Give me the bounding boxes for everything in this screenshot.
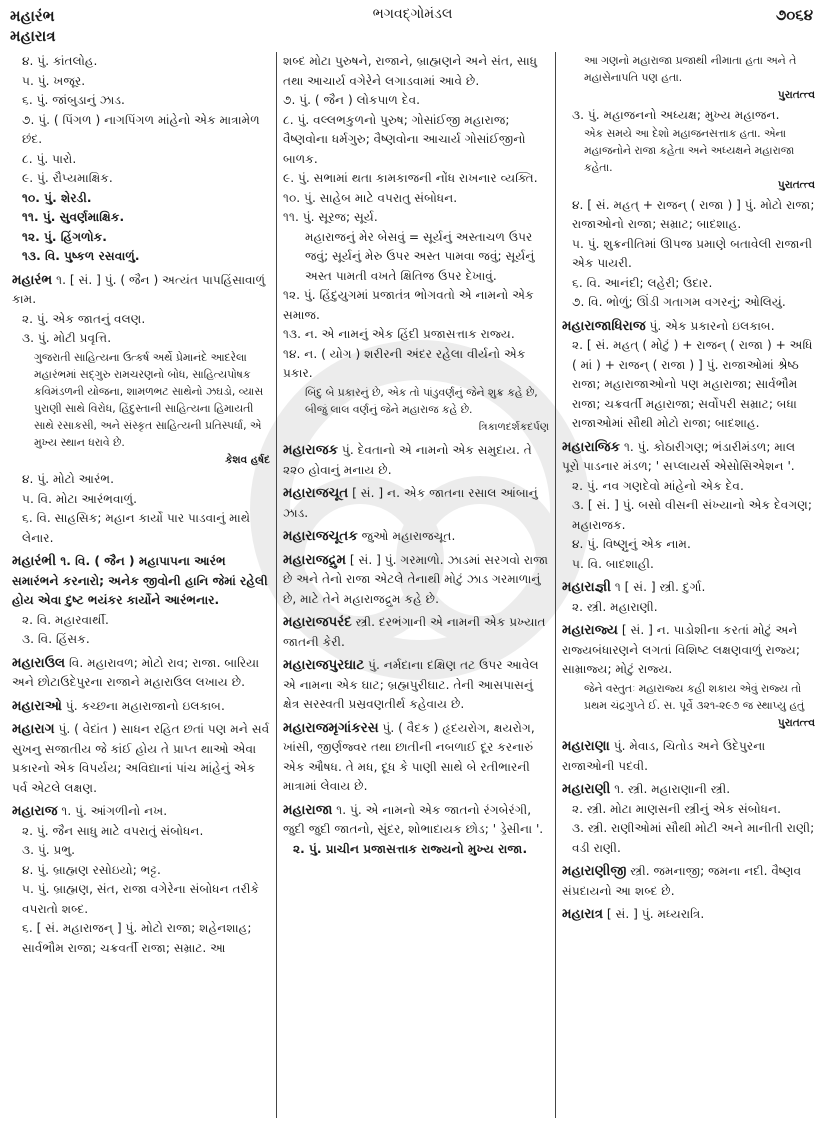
entry-maharajchut [283,484,549,523]
definition: પું. નર્મદાના દક્ષિણ તટ ઉપર આવેલ એ નામના એક ઘાટ; બ્રહ્મપુરીઘાટ. તેની આસપાસનું ક્ષેત્ર સરસ્વતી પ્રસ્રવણતીર્થ કહેવાય છે. [283,658,539,711]
entry-maharajpurghat [283,656,549,715]
entry-maharajak [283,441,549,480]
entry-maharaj [12,802,270,958]
sense: ૮. પું. વલ્લભકુળનો પુરુષ; ગોસાંઈજી મહારાજ; વૈષ્ણવોના ધર્મગુરુ; વૈષ્ણવોના આચાર્ય ગોસાંઈજીનો બાળક. [283,112,526,166]
sense: ૩. વિ. હિંસક. [22,632,90,646]
entry-maharaniji [562,862,815,901]
entry-maharambhi [12,552,270,650]
entry-maharana [562,737,815,776]
definition: ૧. વિ. ( જૈન ) મહાપાપના આરંભ સમારંભને કરનારો; અનેક જીવોની હાનિ જેમાં રહેલી હોય એવા દુષ્ટ ભયંકર કાર્યોને આરંભનાર. [12,554,268,607]
sense: ૭. વિ. ભોળું; ઊંડી ગતાગમ વગરનું; ઓલિયું. [572,295,786,309]
continued-text: શબ્દ મોટા પુરુષને, રાજાને, બ્રાહ્મણને અને સંત, સાધુ તથા આચાર્ય વગેરેને લગાડવામાં આવે છે. [283,54,538,88]
sense: ૩. [ સં. ] પું. બસો વીસની સંખ્યાનો એક દેવગણ; મહારાજક. [572,498,812,532]
sense: ૫. વિ. મોટા આરંભવાળું. [22,491,137,506]
sense: ૩. પું. મોટી પ્રવૃત્તિ. [22,331,112,345]
sense: ૨. સ્ત્રી. મોટા માણસની સ્ત્રીનું એક સંબોધન. [572,801,782,816]
definition: સ્ત્રી. જમનાજી; જમના નદી. વૈષ્ણવ સંપ્રદાયનો આ શબ્દ છે. [562,864,802,898]
dictionary-title: ભગવદ્ગોમંડલ [372,6,453,22]
entry-maharajya [562,621,815,733]
sense: ૩. સ્ત્રી. રાણીઓમાં સૌથી મોટી અને માનીતી રાણી; વડી રાણી. [572,821,815,855]
definition: પું. કચ્છના મહારાજાનો ઇલકાબ. [65,698,225,713]
headword: મહારાગ [12,721,55,737]
idiom: મહારાજનું મેર બેસવું = સૂર્યનું અસ્તાચળ ઉપર જવું; સૂર્યનું મેરુ ઉપર અસ્ત પામવા જવું; સૂર્યનું અસ્ત પામતી વખતે ક્ષિતિજ ઉપર દેખાવું. [305,229,535,283]
headword: મહારાજ [12,803,58,819]
definition: ૧. પું. એ નામનો એક જાતનો રંગબેરંગી, જુદી જુદી જાતનો, સુંદર, શોભાદાયક છોડ; ' ડ્રેસીના '. [283,802,544,836]
headword: મહારાજપુરઘાટ [283,657,365,673]
sense: ૧૦. પું. સાહેબ માટે વપરાતુ સંબોધન. [283,190,458,205]
sense: ૧૧. પું. સૂરજ; સૂર્ય. [283,210,378,224]
headword: મહારાજા [283,801,333,818]
sense: ૧૦. પું. શેરડી. [22,190,92,205]
definition: પું. દેવતાનો એ નામનો એક સમુદાય. તે ૨૨૦ હોવાનું મનાય છે. [283,443,532,477]
sense: ૭. પું. ( જૈન ) લોકપાળ દેવ. [283,93,421,107]
sense: ૪. પું. કાંતલોહ. [22,54,98,68]
sense: ૨. [ સં. મહત્ ( મોટું ) + રાજન્ ( રાજા ) + અધિ ( માં ) + રાજન્ ( રાજા ) ] પું. રાજાઓમાં શ્રેષ્ઠ રાજા; મહારાજાઓનો પણ મહારાજા; સાર્વભૌમ રાજા; ચક્રવર્તી મહારાજા; સર્વોપરી સમ્રાટ; બધા રાજાઓમાં સૌથી મોટો રાજા; બાદશાહ. [572,338,813,430]
sense: ૧૧. પું. સુવર્ણમાક્ષિક. [22,210,125,224]
sense: ૪. પું. વિષ્ણુનું એક નામ. [572,537,691,551]
entry-maharajmrugankras [283,719,549,797]
entry-maharajadhiraj [562,317,815,434]
entry-maharajik [562,438,815,575]
sense: ૮. પું. પારો. [22,151,77,166]
entry-maharambh [12,271,270,549]
citation-source: પુરાતત્ત્વ [777,716,815,729]
headword: મહારાજપરંદ [283,614,352,630]
entry-maharaul [12,654,270,693]
dictionary-columns [6,52,821,1118]
sense: ૬. વિ. આનંદી; લહેરી; ઉદાર. [572,275,713,290]
entry-maharaja-continued [562,52,815,313]
sense: ૨. સ્ત્રી. મહારાણી. [572,599,658,614]
entry-maharaj-continued [283,52,549,437]
sense: ૧૩. ન. એ નામનું એક હિંદી પ્રજાસત્તાક રાજ્ય. [283,327,515,341]
headword: મહારાજચૂત [283,485,349,501]
headword: મહારાજિક [562,438,621,455]
sense: ૨. પું. નવ ગણદેવો માંહેનો એક દેવ. [572,478,744,493]
citation-quote: જેને વસ્તુતઃ મહારાજ્ય કહી શકાય એવું રાજ્ય તો પ્રથમ ચંદ્રગુપ્તે ઈ. સ. પૂર્વે ૩૨૧-૨૯૭ જ સ્થાપ્યુ હતું [584,681,805,712]
sense: ૧૨. પું. હિંગળોક. [22,229,107,244]
headword: મહારંભી [12,553,57,569]
sense: ૬. વિ. સાહસિક; મહાન કાર્યો પાર પાડવાનું માથે લેનાર. [22,511,251,545]
sense: ૫. વિ. બાદશાહી. [572,556,654,571]
sense: ૬. [ સં. મહારાજન્ ] પું. મોટો રાજા; શહેનશાહ; સાર્વભૌમ રાજા; ચક્રવર્તી રાજા; સમ્રાટ. આ [22,921,252,955]
sense: ૯. પું. રૌપ્યમાક્ષિક. [22,171,113,185]
headword: મહારાઓ [12,697,62,714]
headword: મહારાણી [562,781,611,797]
definition: ૧. સ્ત્રી. મહારાણાની સ્ત્રી. [614,782,731,796]
headword: મહારાજ્ઞી [562,579,611,595]
headword: મહારંભ [12,271,53,288]
definition: ૧. [ સં. ] પું. ( જૈન ) અત્યંત પાપહિંસાવાળું કામ. [12,272,266,306]
definition: [ સં. ] પું. ગરમાળો. ઝાડમાં સરગવો રાજા છે અને તેનો રાજા એટલે તેનાથી મોટું ઝાડ ગરમાળાનું છે, માટે તેને મહારાજદ્રુમ કહે છે. [283,552,549,606]
definition: [ સં. ] ન. એક જાતના રસાલ આંબાનું ઝાડ. [283,486,538,520]
entry-maharani [562,780,815,858]
sense: ૨. પું. જૈન સાધુ માટે વપરાતું સંબોધન. [22,823,204,838]
definition: પું. મેવાડ, ચિતોડ અને ઉદેપુરના રાજાઓની પદવી. [562,739,766,773]
citation-quote: બિંદુ બે પ્રકારનું છે, એક તો પાંડુવર્ણનું જેને શુક્ર કહે છે, બીજું લાલ વર્ણનું જેને મહારાજ કહે છે. [305,385,538,416]
headword: મહારાણીજી [562,863,627,879]
sense: ૩. પું. પ્રભુ. [22,843,76,857]
column-3 [556,52,821,1118]
definition: પું. ( વૈદક ) હૃદયરોગ, ક્ષયરોગ, ખાંસી, જીર્ણજ્વર તથા છાતીની નબળાઈ દૂર કરનારું એક ઔષધ. તે મધ, દૂધ કે પાણી સાથે બે રતીભારની માત્રામાં લેવાય છે. [283,720,535,793]
citation-source: પુરાતત્ત્વ [777,179,815,191]
headword: મહારાજ્ય [562,622,618,638]
page-header [0,0,825,44]
definition: [ સં. ] ન. પાડોશીના કરતાં મોટું અને રાજ્યબંધારણને લગતાં વિશિષ્ટ લક્ષણવાળું રાજ્ય; સામ્રાજ્ય; મોટું રાજ્ય. [562,623,800,676]
headword: મહારાજક [283,442,339,458]
entry-maharag [12,720,270,798]
definition: જુઓ મહારાજચૂત. [361,529,456,543]
definition: વિ. મહારાવળ; મોટો રાવ; રાજા. બારિયા અને છોટાઉદેપુરના રાજાને મહારાઉલ લખાય છે. [12,655,260,689]
sense: ૫. પું. બ્રાહ્મણ, સંત, રાજા વગેરેના સંબોધન તરીકે વપરાતો શબ્દ. [22,882,260,916]
definition: ૧ [ સં. ] સ્ત્રી. દુર્ગા. [614,580,706,594]
sense: ૭. પું. ( પિંગળ ) નાગપિંગળ માંહેનો એક માત્રામેળ છંદ. [22,112,260,146]
entry-continued [12,52,270,267]
citation-source: ત્રિકાળદર્શકદર્પણ [478,420,549,433]
headword: મહારાજાધિરાજ [562,317,646,334]
sense: ૧૪. ન. ( યોગ ) શરીરની અંદર રહેલા વીર્યનો એક પ્રકાર. [283,346,526,380]
entry-maharajni [562,578,815,617]
entry-maharao [12,697,270,717]
citation-source: કેશવ હર્ષદ [225,453,270,466]
headword: મહારાત્ર [562,906,604,922]
sense: ૨. પું. પ્રાચીન પ્રજાસત્તાક રાજ્યનો મુખ્ય રાજા. [293,841,528,856]
entry-maharajparand [283,613,549,652]
definition: [ સં. ] પું. મધ્યરાત્રિ. [606,907,705,921]
entry-maharaja [283,801,549,860]
definition: પું. એક પ્રકારનો ઇલકાબ. [649,318,775,333]
definition: પું. ( વેદાંત ) સાધન રહિત છતાં પણ મને સર્વ સુખનુ સજાતીય જે કાંઈ હોય તે પ્રાપ્ત થાઓ એવા પ્રકારનો એક વિપર્યય; અવિદ્યાનાં પાંચ માંહેનું એક પર્વ એટલે લક્ષણ. [12,722,270,795]
citation-quote: ગુજરાતી સાહિત્યના ઉત્કર્ષ અર્થે પ્રેમાનંદે આદરેલા મહારંભમાં સદ્ગુરુ રામચરણનો બોધ, સાહિત્યપોષક કવિમંડળની યોજના, શામળભટ સાથેનો ઝઘડો, વ્યાસ પુરાણી સાથે વિરોધ, હિંદુસ્તાની સાહિત્યના હિમાયતી સાથે રસાકસી, અને સંસ્કૃત સાહિત્યની પ્રતિસ્પર્ધા, એ મુખ્ય સ્થાન ધરાવે છે. [34,350,264,449]
column-1 [6,52,276,1118]
entry-maharajdrum [283,551,549,610]
guide-word-first: મહારંભ [10,7,55,25]
sense: ૧૩. વિ. પુષ્કળ રસવાળું. [22,249,140,263]
definition: સ્ત્રી. દરભંગાની એ નામની એક પ્રખ્યાત જાતની કેરી. [283,615,546,649]
sense: ૫. પું. શુક્રનીતિમાં ઊપજ પ્રમાણે બતાવેલી રાજાની એક પાયરી. [572,236,813,270]
headword: મહારાજદ્રુમ [283,551,347,568]
sense: ૬. પું. જાંબુડાનું ઝાડ. [22,93,125,107]
headword: મહારાજચૂતક [283,528,358,544]
headword: મહારાણા [562,738,610,754]
sense: ૨. પું. એક જાતનું વલણ. [22,311,146,326]
entry-maharatra [562,905,815,925]
definition: ૧. પું. આંગળીનો નખ. [61,804,168,818]
sense: ૪. પું. બ્રાહ્મણ રસોઇયો; ભટ્ટ. [22,862,161,877]
definition: ૧. પું. કોઠારીગણ; ભંડારીમંડળ; માલ પૂરો પાડનાર મંડળ; ' સપ્લાયર્સ એસોસિએશન '. [562,439,796,473]
guide-word-last: મહારાત્ર [10,27,56,45]
headword: મહારાજમૃગાંકરસ [283,719,379,736]
page-number: ૭૦૬૪ [775,6,813,24]
sense: ૧૨. પું. હિંદુયુગમાં પ્રજાતંત્ર ભોગવતો એ નામનો એક સમાજ. [283,288,534,322]
column-2 [276,52,556,1118]
citation-quote: એક સમયે આ દેશો મહાજનસત્તાક હતા. એના મહાજનોને રાજા કહેતા અને અધ્યક્ષને મહારાજા કહેતા. [584,127,795,174]
sense: ૪. [ સં. મહત્ + રાજન્ ( રાજા ) ] પું. મોટો રાજા; રાજાઓનો રાજા; સમ્રાટ; બાદશાહ. [572,197,815,231]
citation-quote: આ ગણનો મહારાજા પ્રજાથી નીમાતા હતા અને તે મહાસેનાપતિ પણ હતા. [584,54,797,84]
entry-maharajchutak [283,527,549,547]
headword: મહારાઉલ [12,654,66,671]
sense: ૩. પું. મહાજનનો અધ્યક્ષ; મુખ્ય મહાજન. [572,107,780,122]
sense: ૫. પું. ખજૂર. [22,73,86,88]
citation-source: પુરાતત્ત્વ [777,89,815,101]
sense: ૨. વિ. મહારવાર્થી. [22,612,109,627]
sense: ૯. પું. સભામાં થતા કામકાજની નોંધ રાખનાર વ્યક્તિ. [283,171,538,185]
sense: ૪. પું. મોટો આરંભ. [22,472,115,486]
